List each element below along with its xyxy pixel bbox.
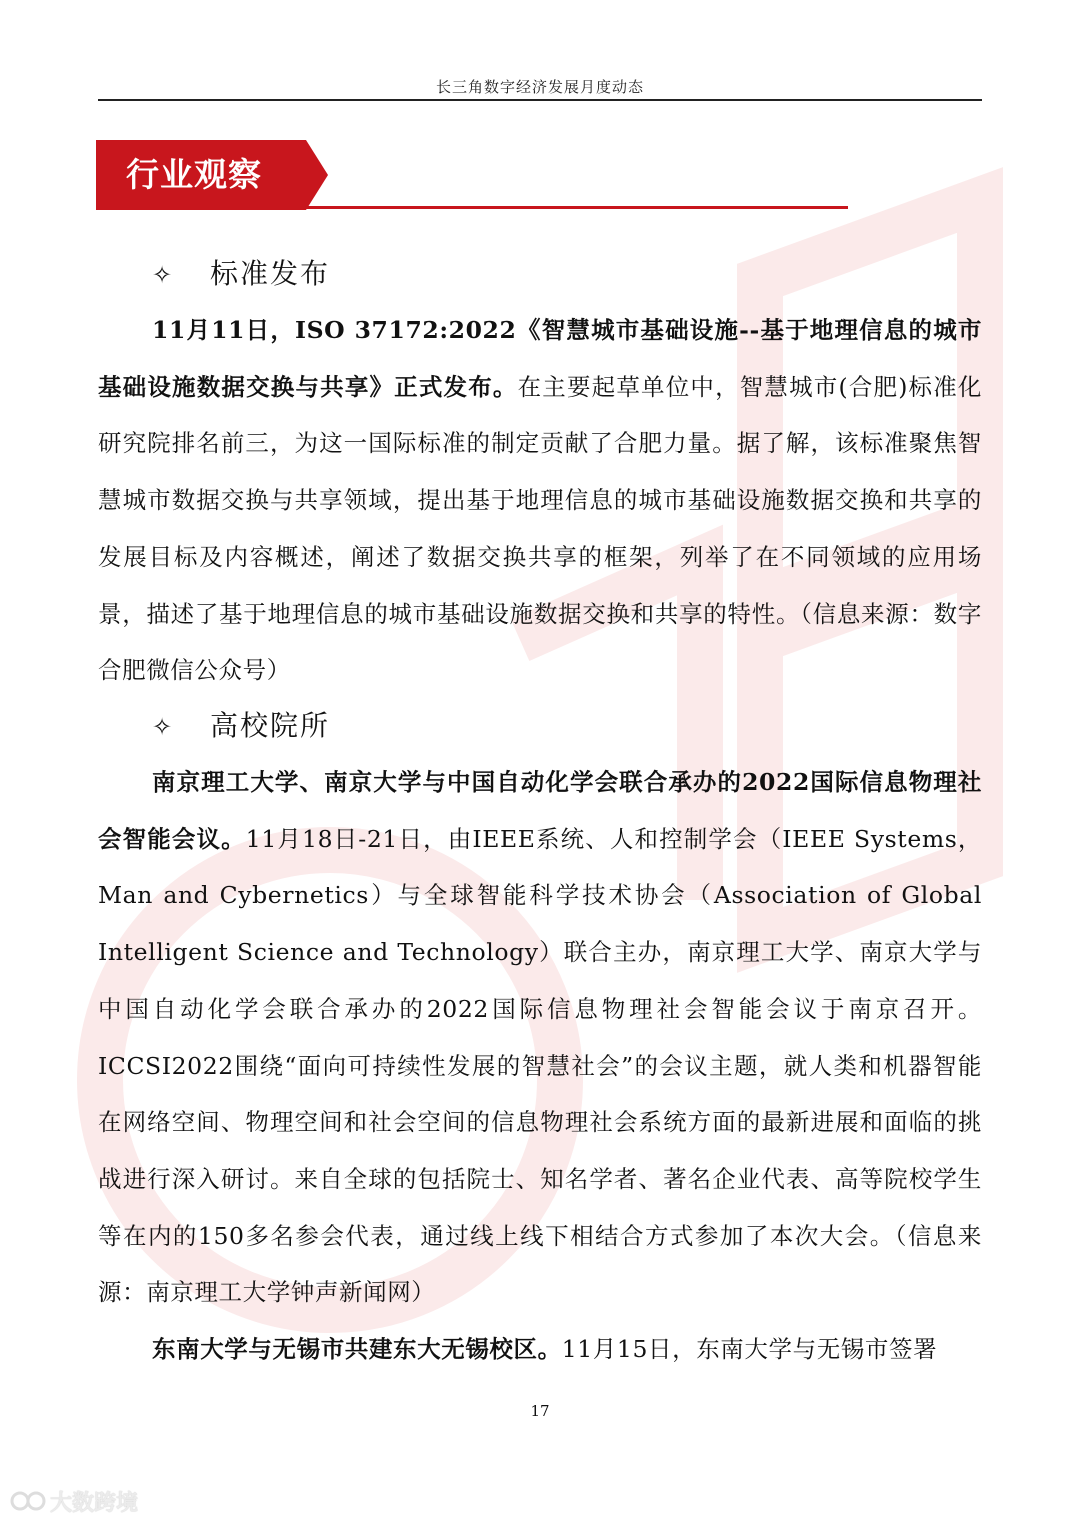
logo-text: 大数跨境 [50, 1490, 139, 1516]
section-banner-title: 行业观察 [126, 155, 262, 194]
paragraph [98, 754, 982, 1321]
logo-icon [10, 1488, 50, 1514]
article-standards [98, 302, 982, 699]
paragraph-lead: 11月11日，ISO 37172:2022《智慧城市基础设施--基于地理信息的城市基础设施数据交换与共享》正式发布。 [98, 316, 982, 401]
article-universities [98, 754, 982, 1378]
section-title: 高校院所 [210, 709, 331, 742]
section-heading-universities [152, 706, 330, 747]
diamond-bullet-icon: ✧ [152, 713, 175, 741]
paragraph-lead: 东南大学与无锡市共建东大无锡校区。 [152, 1335, 562, 1364]
paragraph [98, 1321, 982, 1378]
paragraph [98, 302, 982, 699]
paragraph-body: 在主要起草单位中，智慧城市(合肥)标准化研究院排名前三，为这一国际标准的制定贡献了合肥力量。据了解，该标准聚焦智慧城市数据交换与共享领域，提出基于地理信息的城市基础设施数据交换和共享的发展目标及内容概述，阐述了数据交换共享的框架，列举了在不同领域的应用场景，描述了基于地理信息的城市基础设施数据交换和共享的特性。（信息来源：数字合肥微信公众号） [98, 372, 983, 685]
page-number: 17 [530, 1402, 550, 1420]
diamond-bullet-icon: ✧ [152, 261, 175, 289]
paragraph-body: 11月18日-21日，由IEEE系统、人和控制学会（IEEE Systems，Man and Cybernetics）与全球智能科学技术协会（Association of Global Intelligent Science and Technology）联合主办，南京理工大学、南京大学与中国自动化学会联合承办的2022国际信息物理社会智能会议于南京召开。ICCSI2022围绕“面向可持续性发展的智慧社会”的会议主题，就人类和机器智能在网络空间、物理空间和社会空间的信息物理社会系统方面的最新进展和面临的挑战进行深入研讨。来自全球的包括院士、知名学者、著名企业代表、高等院校学生等在内的150多名参会代表，通过线上线下相结合方式参加了本次大会。（信息来源：南京理工大学钟声新闻网） [98, 824, 983, 1307]
footer-logo [10, 1486, 138, 1516]
banner-underline [96, 206, 848, 209]
section-title: 标准发布 [210, 257, 331, 290]
paragraph-body: 11月15日，东南大学与无锡市签署 [561, 1335, 938, 1364]
running-header: 长三角数字经济发展月度动态 [435, 78, 644, 96]
header-rule [98, 99, 982, 101]
section-heading-standards [152, 254, 330, 295]
paragraph-lead: 南京理工大学、南京大学与中国自动化学会联合承办的2022国际信息物理社会智能会议。 [98, 768, 982, 853]
